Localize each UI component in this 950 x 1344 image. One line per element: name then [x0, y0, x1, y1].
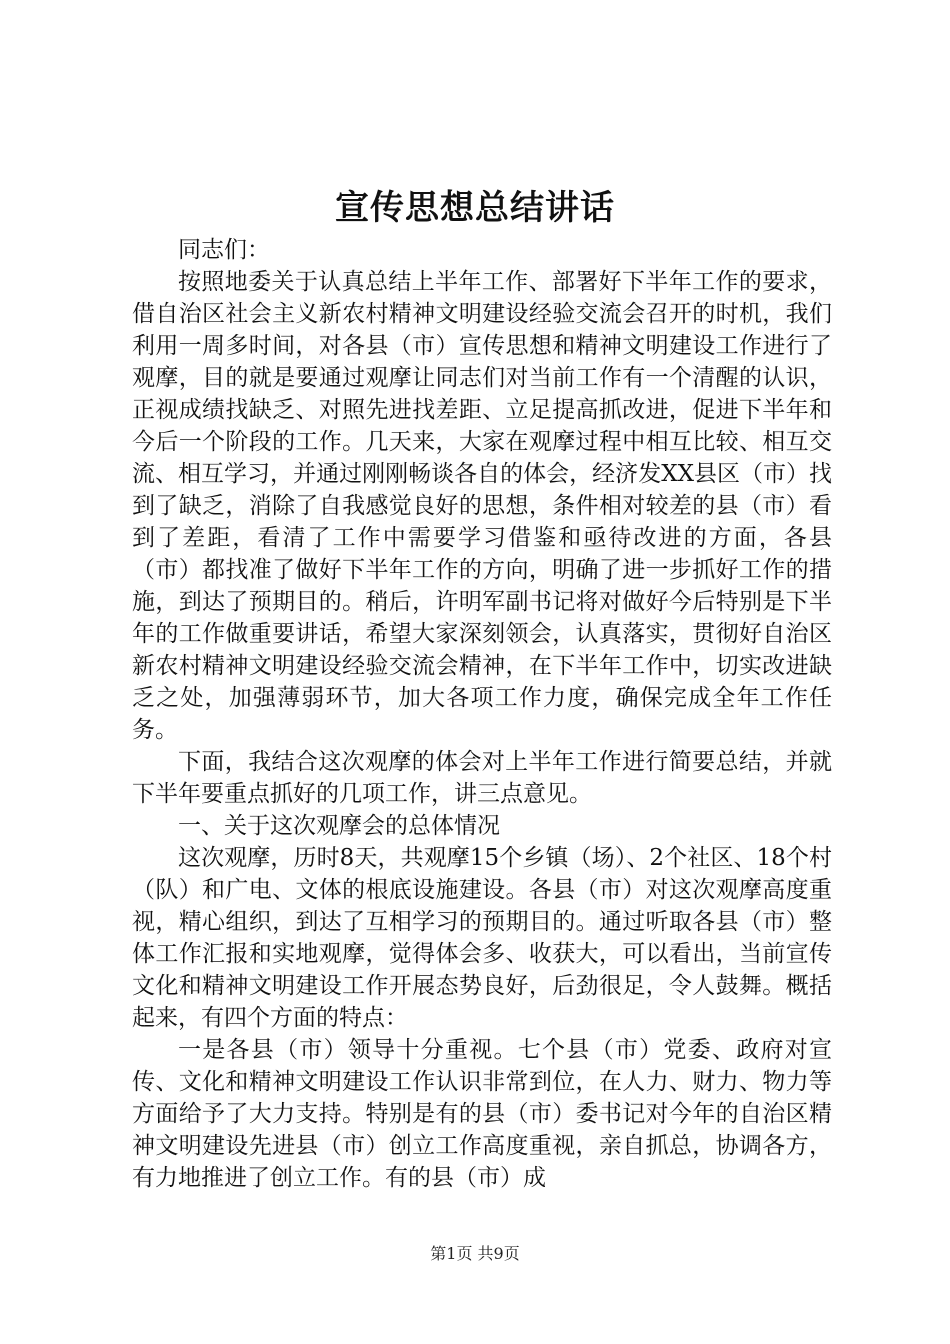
salutation: 同志们：	[178, 237, 270, 263]
paragraph-intro: 按照地委关于认真总结上半年工作、部署好下半年工作的要求，借自治区社会主义新农村精神文明建设经验交流会召开的时机，我们利用一周多时间，对各县（市）宣传思想和精神文明建设工作进行了观摩，目的就是要通过观摩让同志们对当前工作有一个清醒的认识，正视成绩找缺乏、对照先进找差距、立足提高抓改进，促进下半年和今后一个阶段的工作。几天来，大家在观摩过程中相互比较、相互交流、相互学习，并通过刚刚畅谈各自的体会，经济发XX县区（市）找到了缺乏，消除了自我感觉良好的思想，条件相对较差的县（市）看到了差距，看清了工作中需要学习借鉴和亟待改进的方面，各县（市）都找准了做好下半年工作的方向，明确了进一步抓好工作的措施，到达了预期目的。稍后，许明军副书记将对做好今后特别是下半年的工作做重要讲话，希望大家深刻领会，认真落实，贯彻好自治区新农村精神文明建设经验交流会精神，在下半年工作中，切实改进缺乏之处，加强薄弱环节，加大各项工作力度，确保完成全年工作任务。	[132, 269, 832, 743]
paragraph-point-1: 一是各县（市）领导十分重视。七个县（市）党委、政府对宣传、文化和精神文明建设工作认识非常到位，在人力、财力、物力等方面给予了大力支持。特别是有的县（市）委书记对今年的自治区精神文明建设先进县（市）创立工作高度重视，亲自抓总，协调各方，有力地推进了创立工作。有的县（市）成	[132, 1037, 832, 1191]
section-heading-1: 一、关于这次观摩会的总体情况	[178, 813, 500, 839]
document-title: 宣传思想总结讲话	[335, 188, 615, 228]
paragraph-overview: 这次观摩，历时8天，共观摩15个乡镇（场）、2个社区、18个村（队）和广电、文体的根底设施建设。各县（市）对这次观摩高度重视，精心组织，到达了互相学习的预期目的。通过听取各县（市）整体工作汇报和实地观摩，觉得体会多、收获大，可以看出，当前宣传文化和精神文明建设工作开展态势良好，后劲很足，令人鼓舞。概括起来，有四个方面的特点：	[132, 845, 832, 1031]
document-body	[132, 234, 832, 1194]
paragraph-outline: 下面，我结合这次观摩的体会对上半年工作进行简要总结，并就下半年要重点抓好的几项工作，讲三点意见。	[132, 749, 832, 807]
page-footer: 第1页 共9页	[430, 1244, 520, 1263]
